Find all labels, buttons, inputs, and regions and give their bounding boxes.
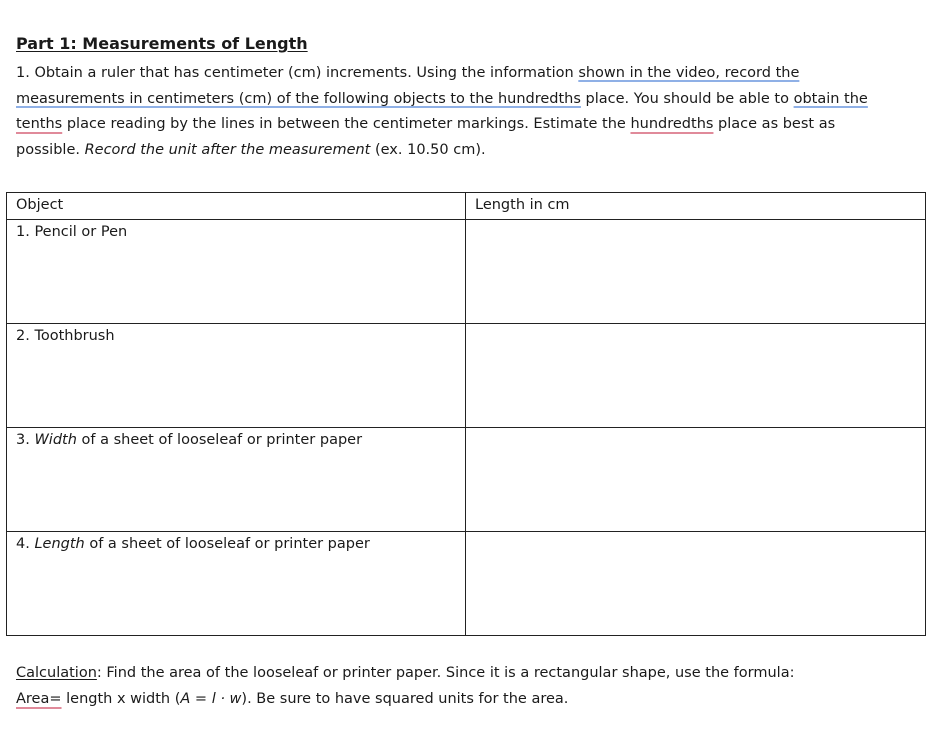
text-run: (ex. 10.50 cm).: [370, 142, 486, 159]
calculation-line-1: [16, 660, 926, 686]
table-row: [7, 220, 926, 324]
length-entry-cell[interactable]: [466, 324, 926, 428]
column-header-object: Object: [7, 193, 466, 220]
table-row: [7, 532, 926, 636]
grammar-flagged-text: hundredths: [497, 90, 581, 107]
instructions-line-1: [16, 61, 916, 87]
object-label: 4.: [16, 536, 35, 552]
text-run: length x width (: [61, 691, 181, 707]
object-cell: [7, 220, 466, 324]
text-run: possible.: [16, 142, 85, 159]
calculation-label: Calculation: [16, 665, 97, 681]
spelling-flagged-text: tenths: [16, 116, 63, 133]
instructions-paragraph: [16, 61, 916, 164]
section-heading: Part 1: Measurements of Length: [16, 34, 308, 53]
calculation-line-2: [16, 686, 926, 712]
spelling-flagged-text: hundredths: [630, 116, 714, 133]
column-header-length: Length in cm: [466, 193, 926, 220]
grammar-flagged-text: obtain the: [793, 90, 868, 107]
spelling-flagged-text: Area=: [16, 691, 62, 707]
instructions-line-2: [16, 87, 916, 113]
object-label: 2. Toothbrush: [16, 328, 115, 344]
object-label: 3.: [16, 432, 35, 448]
object-emphasis: Length: [34, 536, 85, 552]
text-run: place. You should be able to: [580, 90, 794, 107]
table-row: [7, 324, 926, 428]
text-run: place as best as: [713, 116, 836, 133]
object-label-rest: of a sheet of looseleaf or printer paper: [76, 432, 363, 448]
grammar-flagged-text: measurements in centimeters (cm) of the following objects to the: [16, 90, 498, 107]
measurement-table: [6, 192, 926, 636]
object-emphasis: Width: [34, 432, 77, 448]
instructions-line-4: [16, 138, 916, 164]
table-row: [7, 428, 926, 532]
table-header-row: [7, 193, 926, 220]
length-entry-cell[interactable]: [466, 532, 926, 636]
text-run: : Find the area of the looseleaf or printer paper. Since it is a rectangular shape, use the formula:: [96, 665, 795, 681]
emphasis-text: Record the unit after the measurement: [84, 142, 371, 159]
length-entry-cell[interactable]: [466, 220, 926, 324]
instructions-line-3: [16, 112, 916, 138]
length-entry-cell[interactable]: [466, 428, 926, 532]
grammar-flagged-text: shown in the video, record the: [578, 65, 800, 81]
object-cell: [7, 532, 466, 636]
object-label-rest: of a sheet of looseleaf or printer paper: [84, 536, 370, 552]
calculation-paragraph: [16, 660, 926, 712]
object-cell: [7, 324, 466, 428]
text-run: ). Be sure to have squared units for the area.: [241, 691, 569, 707]
text-run: place reading by the lines in between the centimeter markings. Estimate the: [62, 116, 631, 133]
object-cell: [7, 428, 466, 532]
object-label: 1. Pencil or Pen: [16, 224, 128, 240]
area-formula: A = l · w: [180, 691, 242, 707]
text-run: 1. Obtain a ruler that has centimeter (cm) increments. Using the information: [16, 65, 579, 81]
